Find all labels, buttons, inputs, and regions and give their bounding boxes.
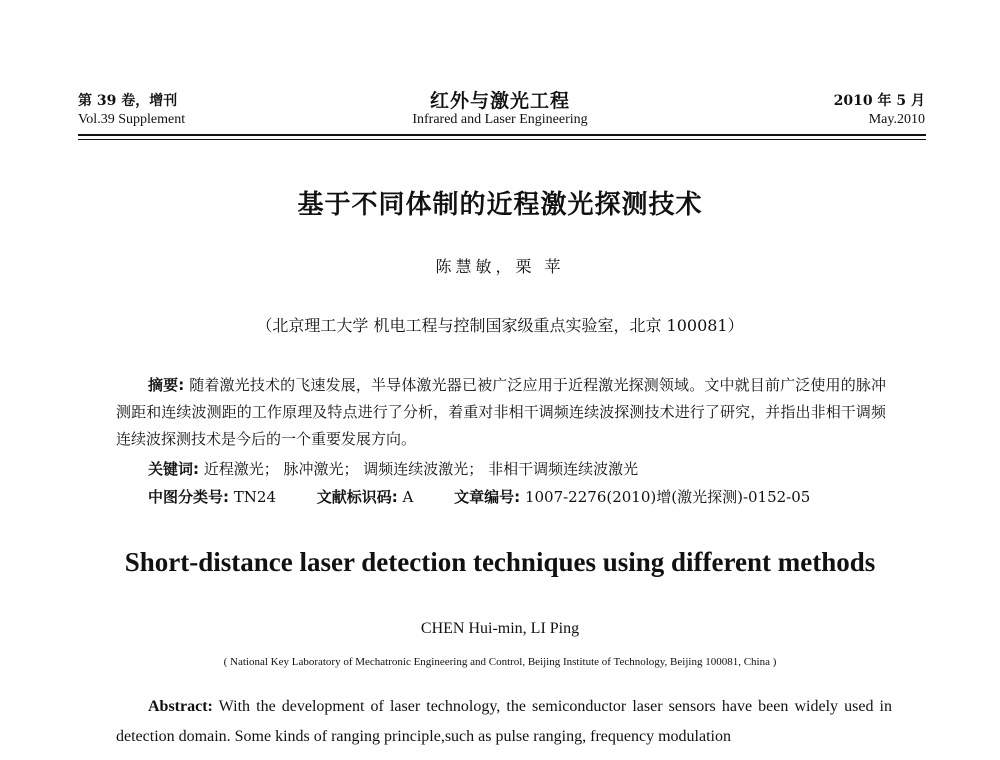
classification-line [148,484,846,511]
keywords-label: 关键词: [148,460,199,478]
paper-title-cn: 基于不同体制的近程激光探测技术 [297,190,703,220]
authors-cn: 陈慧敏，栗 苹 [435,257,565,276]
volume-en: Vol.39 Supplement [78,112,186,127]
clc-label: 中图分类号: [148,488,229,506]
date-en: May.2010 [868,112,925,127]
abstract-text-cn: 随着激光技术的飞速发展，半导体激光器已被广泛应用于近程激光探测领域。文中就目前广泛使用的脉冲测距和连续波测距的工作原理及特点进行了分析，着重对非相干调频连续波探测技术进行了研究，并指出非相干调频连续波探测技术是今后的一个重要发展方向。 [116,376,887,448]
header-rule-thin [78,139,926,140]
abstract-text-en: With the development of laser technology, the semiconductor laser sensors have been widely used in detection domain. Some kinds of ranging principle,such as pulse ranging, frequency modulation [116,698,892,745]
abstract-en [116,692,892,752]
affiliation-cn: （北京理工大学 机电工程与控制国家级重点实验室，北京 100081） [256,316,744,335]
article-no-label: 文章编号: [454,488,521,506]
clc-value: TN24 [229,488,276,506]
journal-name-en: Infrared and Laser Engineering [412,112,588,127]
abstract-cn [116,372,886,453]
authors-en: CHEN Hui-min, LI Ping [420,620,580,637]
doc-code-value: A [397,488,414,506]
doc-code-label: 文献标识码: [316,488,398,506]
article-no-value: 1007-2276(2010)增(激光探测)-0152-05 [520,488,811,506]
date-cn: 2010 年 5 月 [833,93,925,109]
abstract-label-en: Abstract: [148,698,213,715]
header-rule-thick [78,134,926,136]
journal-name-cn: 红外与激光工程 [429,90,570,112]
volume-cn: 第 39 卷，增刊 [78,93,178,109]
paper-title-en: Short-distance laser detection techniques using different methods [124,547,876,577]
keywords-cn [148,456,638,483]
keywords-text: 近程激光； 脉冲激光； 调频连续波激光； 非相干调频连续波激光 [199,460,639,478]
abstract-label-cn: 摘要: [148,376,185,394]
affiliation-en: ( National Key Laboratory of Mechatronic Engineering and Control, Beijing Institute of Technology, Beijing 100081, China ) [223,656,777,668]
